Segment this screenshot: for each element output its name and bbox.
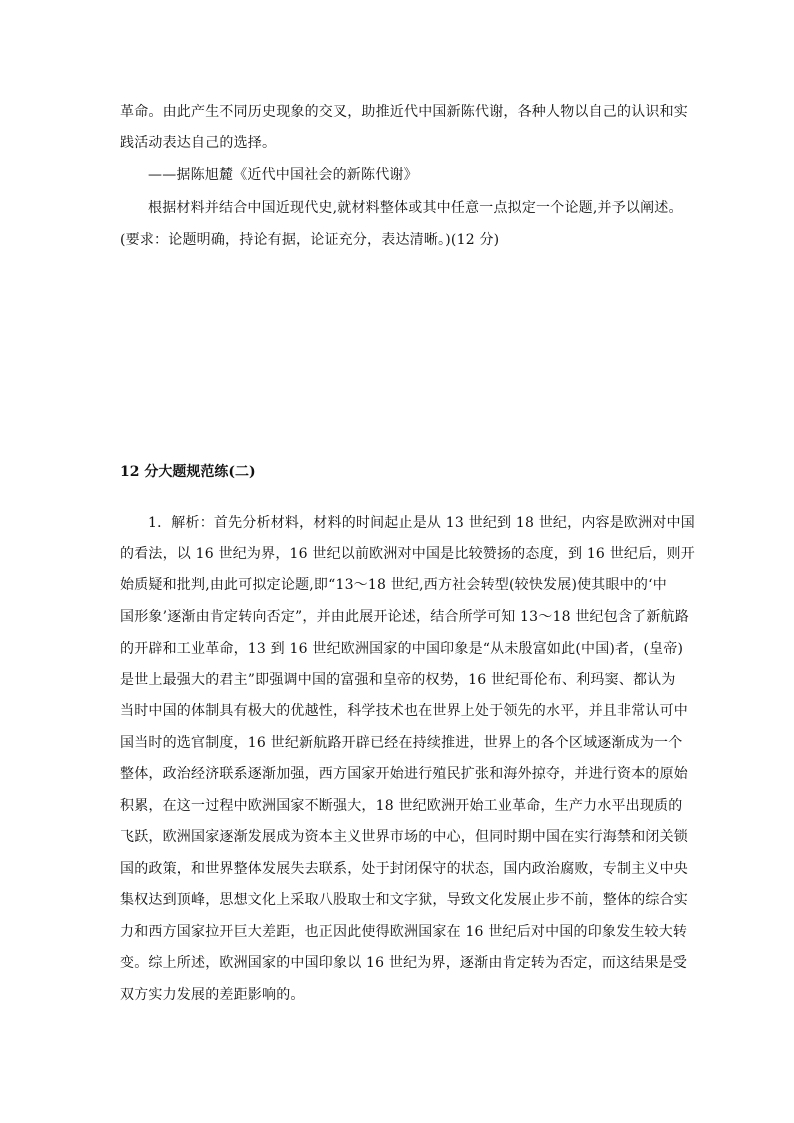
answer-line: 国形象’逐渐由肯定转向否定”，并由此展开论述，结合所学可知 13～18 世纪包含了新航路: [120, 609, 689, 625]
answer-line: 飞跃，欧洲国家逐渐发展成为资本主义世界市场的中心，但同时期中国在实行海禁和闭关锁: [120, 829, 688, 845]
answer-line: 集权达到顶峰，思想文化上采取八股取士和文字狱，导致文化发展止步不前，整体的综合实: [120, 892, 688, 908]
question-requirements: (要求：论题明确，持论有据，论证充分，表达清晰。)(12 分): [120, 232, 500, 248]
answer-line: 的开辟和工业革命，13 到 16 世纪欧洲国家的中国印象是“从未殷富如此(中国)者，(皇帝): [120, 641, 684, 657]
source-citation: ——据陈旭麓《近代中国社会的新陈代谢》: [148, 167, 418, 183]
answer-line: 当时中国的体制具有极大的优越性，科学技术也在世界上处于领先的水平，并且非常认可中: [120, 703, 688, 719]
answer-line: 整体，政治经济联系逐渐加强，西方国家开始进行殖民扩张和海外掠夺，并进行资本的原始: [120, 766, 688, 782]
answer-line: 的看法，以 16 世纪为界，16 世纪以前欧洲对中国是比较赞扬的态度，到 16 世纪后，则开: [120, 546, 695, 562]
question-line: 根据材料并结合中国近现代史,就材料整体或其中任意一点拟定一个论题,并予以阐述。: [148, 200, 683, 216]
paragraph-line: 践活动表达自己的选择。: [120, 135, 277, 151]
answer-line: 始质疑和批判,由此可拟定论题,即“13～18 世纪,西方社会转型(较快发展)使其眼中的‘中: [120, 577, 667, 593]
answer-line: 1．解析：首先分析材料，材料的时间起止是从 13 世纪到 18 世纪，内容是欧洲对中国: [148, 515, 695, 531]
answer-line: 是世上最强大的君主”即强调中国的富强和皇帝的权势，16 世纪哥伦布、利玛窦、都认为: [120, 672, 676, 688]
answer-line: 力和西方国家拉开巨大差距，也正因此使得欧洲国家在 16 世纪后对中国的印象发生较大转: [120, 924, 688, 940]
answer-line: 双方实力发展的差距影响的。: [120, 987, 305, 1003]
answer-line: 国当时的选官制度，16 世纪新航路开辟已经在持续推进，世界上的各个区域逐渐成为一个: [120, 735, 683, 751]
answer-line: 积累，在这一过程中欧洲国家不断强大，18 世纪欧洲开始工业革命，生产力水平出现质的: [120, 798, 683, 814]
answer-line: 国的政策，和世界整体发展失去联系，处于封闭保守的状态，国内政治腐败，专制主义中央: [120, 861, 688, 877]
paragraph-line: 革命。由此产生不同历史现象的交叉，助推近代中国新陈代谢，各种人物以自己的认识和实: [120, 104, 688, 120]
answer-line: 变。综上所述，欧洲国家的中国印象以 16 世纪为界，逐渐由肯定转为否定，而这结果是受: [120, 955, 688, 971]
section-heading: 12 分大题规范练(二): [120, 464, 256, 480]
